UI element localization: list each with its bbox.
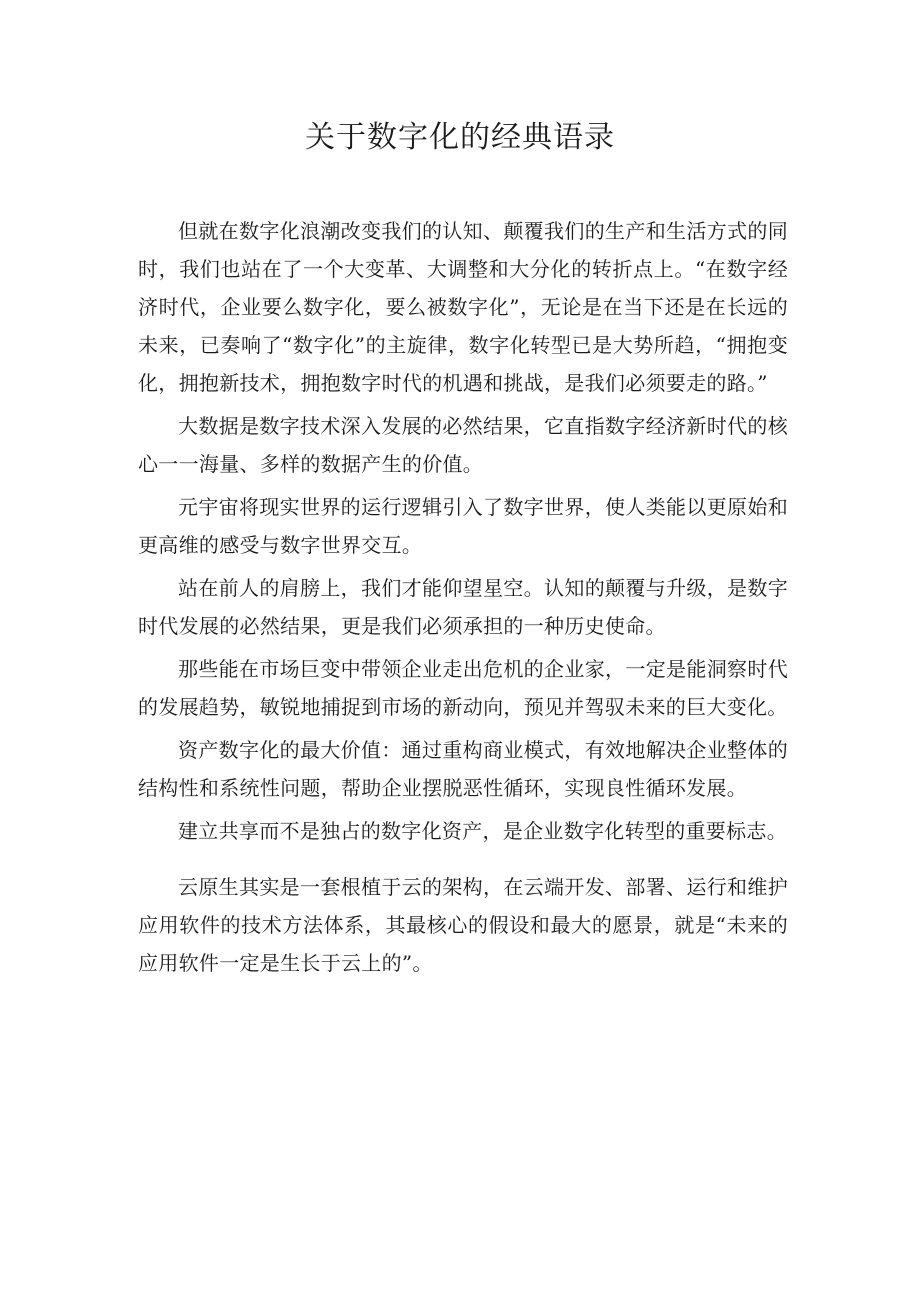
- paragraph-big-data: 大数据是数字技术深入发展的必然结果，它直指数字经济新时代的核心一一海量、多样的数据产生的价值。: [138, 414, 788, 476]
- paragraph-asset-digitalization: 资产数字化的最大价值：通过重构商业模式，有效地解决企业整体的结构性和系统性问题，帮助企业摆脱恶性循环，实现良性循环发展。: [138, 738, 788, 800]
- paragraph-shoulders-of-giants: 站在前人的肩膀上，我们才能仰望星空。认知的颠覆与升级，是数字时代发展的必然结果，更是我们必须承担的一种历史使命。: [138, 576, 788, 638]
- paragraph-shared-assets: 建立共享而不是独占的数字化资产，是企业数字化转型的重要标志。: [178, 819, 787, 843]
- paragraph-cloud-native: 云原生其实是一套根植于云的架构，在云端开发、部署、运行和维护应用软件的技术方法体系，其最核心的假设和最大的愿景，就是“未来的应用软件一定是生长于云上的”。: [138, 875, 788, 975]
- document-body: [138, 212, 788, 987]
- paragraph-digital-transformation: 但就在数字化浪潮改变我们的认知、颠覆我们的生产和生活方式的同时，我们也站在了一个大变革、大调整和大分化的转折点上。“在数字经济时代，企业要么数字化，要么被数字化”，无论是在当下还是在长远的未来，已奏响了“数字化”的主旋律，数字化转型已是大势所趋，“拥抱变化，拥抱新技术，拥抱数字时代的机遇和挑战，是我们必须要走的路。”: [138, 219, 788, 395]
- paragraph-entrepreneurs: 那些能在市场巨变中带领企业走出危机的企业家，一定是能洞察时代的发展趋势，敏锐地捕捉到市场的新动向，预见并驾驭未来的巨大变化。: [138, 657, 788, 719]
- document-title: 关于数字化的经典语录: [305, 120, 615, 155]
- paragraph-metaverse: 元宇宙将现实世界的运行逻辑引入了数字世界，使人类能以更原始和更高维的感受与数字世界交互。: [138, 495, 788, 557]
